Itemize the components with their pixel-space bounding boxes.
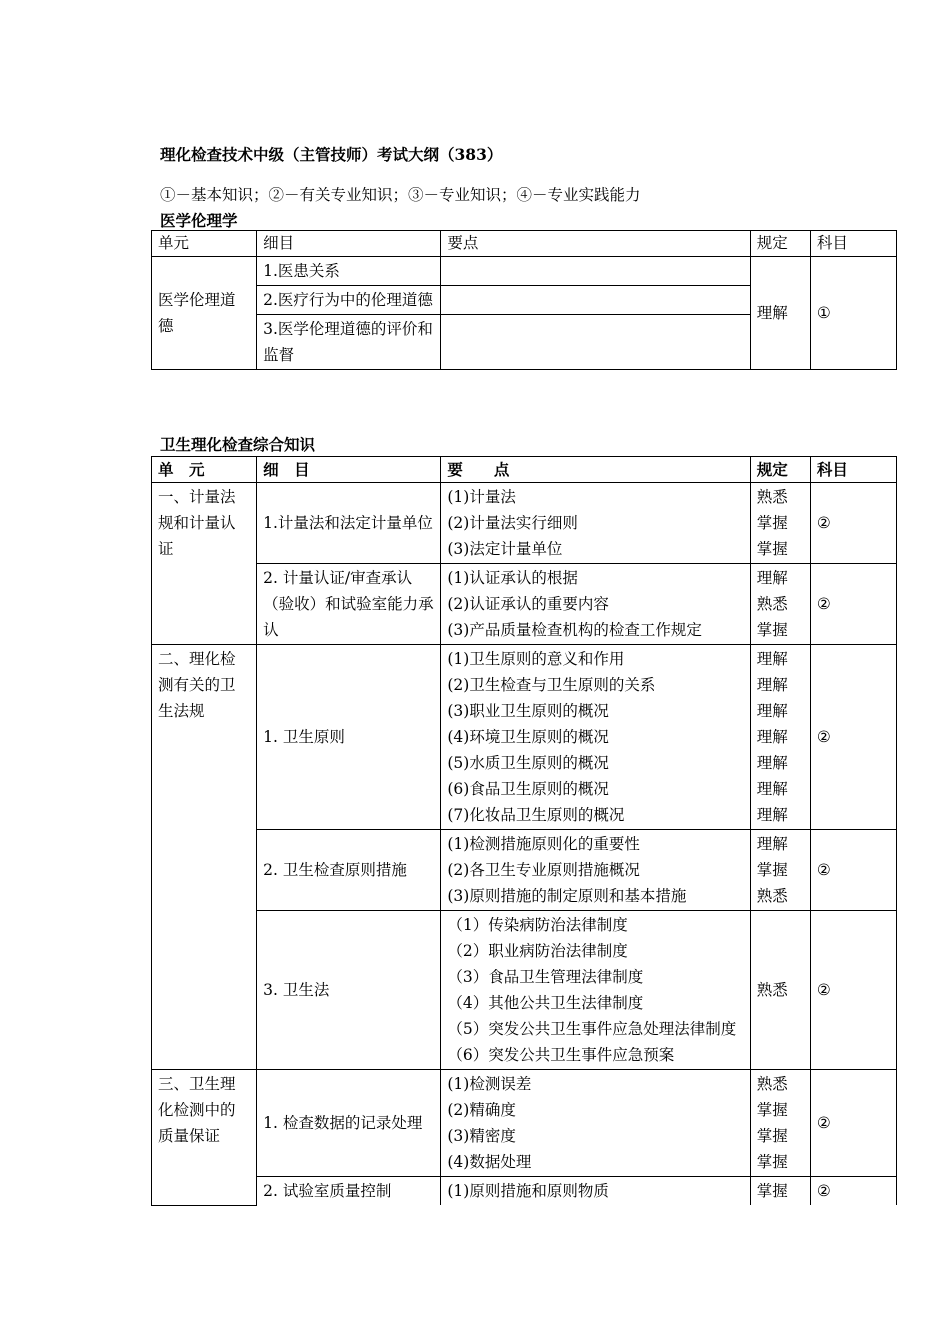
point-line: （2）职业病防治法律制度 bbox=[447, 942, 628, 960]
subject-cell: ② bbox=[810, 564, 896, 645]
point-line: (3)产品质量检查机构的检查工作规定 bbox=[447, 621, 702, 639]
requirement-line: 掌握 bbox=[756, 1153, 788, 1171]
table-header-row bbox=[152, 457, 897, 483]
document-title: 理化检查技术中级（主管技师）考试大纲（383） bbox=[160, 145, 503, 164]
points-cell bbox=[441, 564, 750, 645]
point-line: (7)化妆品卫生原则的概况 bbox=[447, 806, 625, 824]
requirement-line: 理解 bbox=[756, 569, 788, 587]
item-cell: 1. 检查数据的记录处理 bbox=[257, 1070, 441, 1177]
header-subject: 科目 bbox=[810, 457, 896, 483]
subject-legend: ①－基本知识；②－有关专业知识；③－专业知识；④－专业实践能力 bbox=[160, 186, 641, 204]
point-line: (3)原则措施的制定原则和基本措施 bbox=[447, 887, 687, 905]
subject-cell: ② bbox=[810, 830, 896, 911]
point-line: (6)食品卫生原则的概况 bbox=[447, 780, 609, 798]
points-cell bbox=[441, 257, 750, 286]
points-cell bbox=[441, 911, 750, 1070]
table-row bbox=[152, 257, 897, 286]
section-title-knowledge: 卫生理化检查综合知识 bbox=[160, 435, 316, 454]
item-cell: 2. 试验室质量控制 bbox=[257, 1177, 441, 1206]
points-cell bbox=[441, 1070, 750, 1177]
table-row bbox=[152, 830, 897, 911]
point-line: (2)计量法实行细则 bbox=[447, 514, 578, 532]
requirement-line: 掌握 bbox=[756, 1101, 788, 1119]
item-cell: 3.医学伦理道德的评价和监督 bbox=[257, 315, 441, 370]
requirement-line: 熟悉 bbox=[756, 1075, 788, 1093]
points-cell bbox=[441, 830, 750, 911]
point-line: (1)卫生原则的意义和作用 bbox=[447, 650, 625, 668]
point-line: (1)认证承认的根据 bbox=[447, 569, 578, 587]
requirement-line: 掌握 bbox=[756, 861, 788, 879]
section-title-ethics: 医学伦理学 bbox=[160, 211, 238, 230]
table-row bbox=[152, 483, 897, 564]
requirement-line: 理解 bbox=[756, 835, 788, 853]
header-points: 要 点 bbox=[441, 457, 750, 483]
requirement-line: 熟悉 bbox=[756, 488, 788, 506]
requirement-cell: 熟悉 bbox=[750, 911, 810, 1070]
requirement-line: 掌握 bbox=[756, 514, 788, 532]
requirement-line: 理解 bbox=[756, 780, 788, 798]
unit-cell: 二、理化检测有关的卫生法规 bbox=[152, 645, 257, 1070]
requirement-cell bbox=[750, 564, 810, 645]
unit-cell: 三、卫生理化检测中的质量保证 bbox=[152, 1070, 257, 1206]
table-row bbox=[152, 564, 897, 645]
subject-cell: ② bbox=[810, 645, 896, 830]
table-row bbox=[152, 911, 897, 1070]
point-line: （6）突发公共卫生事件应急预案 bbox=[447, 1046, 675, 1064]
header-unit: 单元 bbox=[152, 231, 257, 257]
point-line: (5)水质卫生原则的概况 bbox=[447, 754, 609, 772]
point-line: (2)卫生检查与卫生原则的关系 bbox=[447, 676, 656, 694]
requirement-cell bbox=[750, 1070, 810, 1177]
requirement-line: 掌握 bbox=[756, 1127, 788, 1145]
points-cell bbox=[441, 645, 750, 830]
requirement-line: 理解 bbox=[756, 702, 788, 720]
point-line: （3）食品卫生管理法律制度 bbox=[447, 968, 644, 986]
requirement-line: 熟悉 bbox=[756, 595, 788, 613]
point-line: （1）传染病防治法律制度 bbox=[447, 916, 628, 934]
points-cell bbox=[441, 315, 750, 370]
requirement-cell: 掌握 bbox=[750, 1177, 810, 1206]
requirement-line: 理解 bbox=[756, 676, 788, 694]
requirement-cell bbox=[750, 645, 810, 830]
header-points: 要点 bbox=[441, 231, 750, 257]
item-cell: 3. 卫生法 bbox=[257, 911, 441, 1070]
point-line: (1)检测措施原则化的重要性 bbox=[447, 835, 640, 853]
header-requirement: 规定 bbox=[750, 231, 810, 257]
point-line: (3)精密度 bbox=[447, 1127, 516, 1145]
requirement-cell bbox=[750, 483, 810, 564]
subject-cell: ② bbox=[810, 911, 896, 1070]
requirement-line: 理解 bbox=[756, 650, 788, 668]
item-cell: 1.医患关系 bbox=[257, 257, 441, 286]
requirement-line: 掌握 bbox=[756, 540, 788, 558]
header-item: 细目 bbox=[257, 231, 441, 257]
item-cell: 2.医疗行为中的伦理道德 bbox=[257, 286, 441, 315]
item-cell: 1. 卫生原则 bbox=[257, 645, 441, 830]
table-row bbox=[152, 1070, 897, 1177]
header-requirement: 规定 bbox=[750, 457, 810, 483]
item-cell: 1.计量法和法定计量单位 bbox=[257, 483, 441, 564]
table-row bbox=[152, 1177, 897, 1206]
knowledge-table bbox=[151, 456, 897, 1206]
requirement-cell bbox=[750, 830, 810, 911]
header-item: 细 目 bbox=[257, 457, 441, 483]
subject-cell: ② bbox=[810, 483, 896, 564]
subject-cell: ② bbox=[810, 1070, 896, 1177]
requirement-line: 理解 bbox=[756, 728, 788, 746]
point-line: (1)检测误差 bbox=[447, 1075, 532, 1093]
ethics-table bbox=[151, 230, 897, 370]
requirement-line: 熟悉 bbox=[756, 887, 788, 905]
requirement-cell: 理解 bbox=[750, 257, 810, 370]
points-cell bbox=[441, 286, 750, 315]
subject-cell: ① bbox=[810, 257, 896, 370]
unit-cell: 一、计量法规和计量认证 bbox=[152, 483, 257, 645]
point-line: （5）突发公共卫生事件应急处理法律制度 bbox=[447, 1020, 737, 1038]
requirement-line: 理解 bbox=[756, 754, 788, 772]
point-line: (3)法定计量单位 bbox=[447, 540, 563, 558]
table-row bbox=[152, 645, 897, 830]
header-subject: 科目 bbox=[810, 231, 896, 257]
point-line: (4)环境卫生原则的概况 bbox=[447, 728, 609, 746]
point-line: (2)精确度 bbox=[447, 1101, 516, 1119]
table-header-row bbox=[152, 231, 897, 257]
point-line: (2)各卫生专业原则措施概况 bbox=[447, 861, 640, 879]
requirement-line: 掌握 bbox=[756, 621, 788, 639]
point-line: (3)职业卫生原则的概况 bbox=[447, 702, 609, 720]
item-cell: 2. 计量认证/审查承认（验收）和试验室能力承认 bbox=[257, 564, 441, 645]
subject-cell: ② bbox=[810, 1177, 896, 1206]
header-unit: 单 元 bbox=[152, 457, 257, 483]
points-cell: (1)原则措施和原则物质 bbox=[441, 1177, 750, 1206]
item-cell: 2. 卫生检查原则措施 bbox=[257, 830, 441, 911]
points-cell bbox=[441, 483, 750, 564]
unit-cell: 医学伦理道德 bbox=[152, 257, 257, 370]
point-line: (2)认证承认的重要内容 bbox=[447, 595, 609, 613]
point-line: (1)计量法 bbox=[447, 488, 516, 506]
requirement-line: 理解 bbox=[756, 806, 788, 824]
point-line: (4)数据处理 bbox=[447, 1153, 532, 1171]
point-line: （4）其他公共卫生法律制度 bbox=[447, 994, 644, 1012]
